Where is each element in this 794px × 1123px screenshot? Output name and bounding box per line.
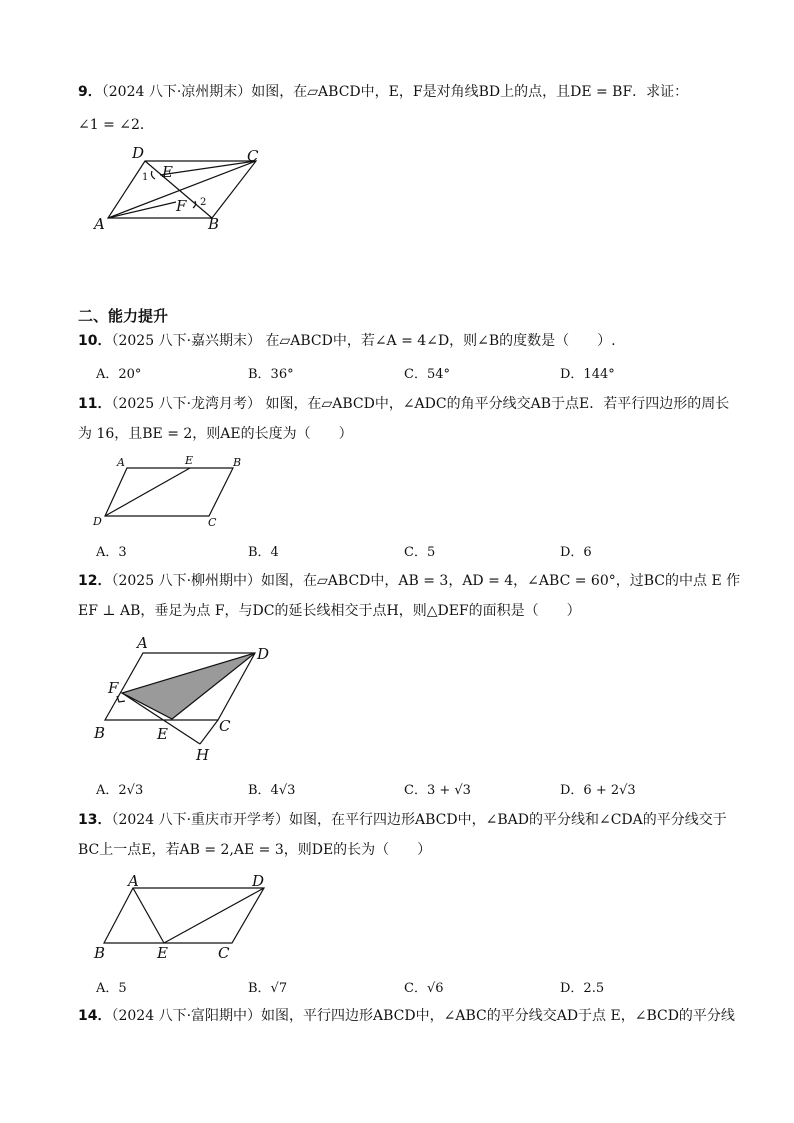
q12-option-b: B．4√3	[248, 783, 296, 798]
q13-option-a: A．5	[96, 981, 127, 996]
q9-number: 9．	[78, 84, 102, 100]
fig12-label-f: F	[108, 679, 119, 697]
fig9-label-a: A	[94, 215, 105, 233]
q11-option-c: C．5	[404, 545, 436, 560]
q10-option-d: D．144°	[560, 367, 615, 382]
fig9-label-1: 1	[142, 172, 149, 183]
fig9-label-2: 2	[200, 197, 207, 208]
fig11-label-a: A	[117, 456, 125, 469]
q12-option-a: A．2√3	[96, 783, 144, 798]
q9-line2: ∠1 = ∠2．	[78, 117, 154, 133]
q11-option-b: B．4	[248, 545, 279, 560]
q10-number: 10．	[78, 333, 112, 349]
fig11-label-e: E	[185, 454, 194, 467]
fig9-label-c: C	[247, 147, 259, 165]
fig12-label-b: B	[94, 724, 106, 742]
q13-option-c: C．√6	[404, 981, 444, 996]
q13-option-b: B．√7	[248, 981, 288, 996]
q14-number: 14．	[78, 1008, 112, 1024]
q13-line2: BC上一点E，若AB = 2,AE = 3，则DE的长为（ ）	[78, 842, 432, 858]
q11-source: （2025 八下·龙湾月考）	[111, 396, 262, 412]
fig11-label-b: B	[233, 456, 242, 469]
q12-line2: EF ⊥ AB，垂足为点 F，与DC的延长线相交于点H，则△DEF的面积是（ ）	[78, 603, 581, 619]
q9-source: （2024 八下·凉州期末）	[101, 84, 252, 100]
q10-option-b: B．36°	[248, 367, 294, 382]
q12-source: （2025 八下·柳州期中）	[111, 573, 262, 589]
fig12-label-d: D	[257, 645, 270, 663]
q11-option-a: A．3	[96, 545, 127, 560]
fig9-label-b: B	[208, 215, 220, 233]
fig9-label-d: D	[132, 144, 145, 162]
q11-text: 如图，在▱ABCD中，∠ADC的角平分线交AB于点E．若平行四边形的周长	[265, 396, 730, 412]
q14-line1	[78, 1006, 735, 1026]
fig9-label-f: F	[176, 197, 187, 215]
fig9-label-e: E	[162, 163, 173, 181]
q10-source: （2025 八下·嘉兴期末）	[111, 333, 262, 349]
q14-text: 如图，平行四边形ABCD中，∠ABC的平分线交AD于点 E，∠BCD的平分线	[261, 1008, 735, 1024]
q13-number: 13．	[78, 812, 112, 828]
fig13-label-d: D	[252, 872, 265, 890]
fig12-label-a: A	[137, 634, 148, 652]
q13-option-d: D．2.5	[560, 981, 605, 996]
q13-source: （2024 八下·重庆市开学考）	[111, 812, 290, 828]
q9-text: 如图，在▱ABCD中，E，F是对角线BD上的点，且DE = BF．求证：	[251, 84, 689, 100]
q10-text: 在▱ABCD中，若∠A = 4∠D，则∠B的度数是（ ）.	[265, 333, 616, 349]
q12-text: 如图，在▱ABCD中，AB = 3，AD = 4，∠ABC = 60°，过BC的中点 E 作	[261, 573, 741, 589]
fig12-label-e: E	[157, 725, 168, 743]
q12-option-c: C．3 + √3	[404, 783, 471, 798]
fig12-label-h: H	[196, 746, 210, 764]
q12-number: 12．	[78, 573, 112, 589]
fig13-label-c: C	[218, 944, 230, 962]
fig13-label-e: E	[157, 944, 168, 962]
fig13-label-b: B	[94, 944, 106, 962]
q11-line2: 为 16，且BE = 2，则AE的长度为（ ）	[78, 426, 353, 442]
q12-option-d: D．6 + 2√3	[560, 783, 636, 798]
q13-text: 如图，在平行四边形ABCD中，∠BAD的平分线和∠CDA的平分线交于	[289, 812, 727, 828]
q14-source: （2024 八下·富阳期中）	[111, 1008, 262, 1024]
q11-number: 11．	[78, 396, 112, 412]
section-title: 二、能力提升	[78, 307, 169, 325]
q10-option-a: A．20°	[96, 367, 142, 382]
q10-option-c: C．54°	[404, 367, 450, 382]
q11-option-d: D．6	[560, 545, 592, 560]
fig11-label-d: D	[93, 515, 102, 528]
fig13-label-a: A	[128, 872, 139, 890]
fig12-label-c: C	[219, 717, 231, 735]
fig11-label-c: C	[208, 516, 217, 529]
